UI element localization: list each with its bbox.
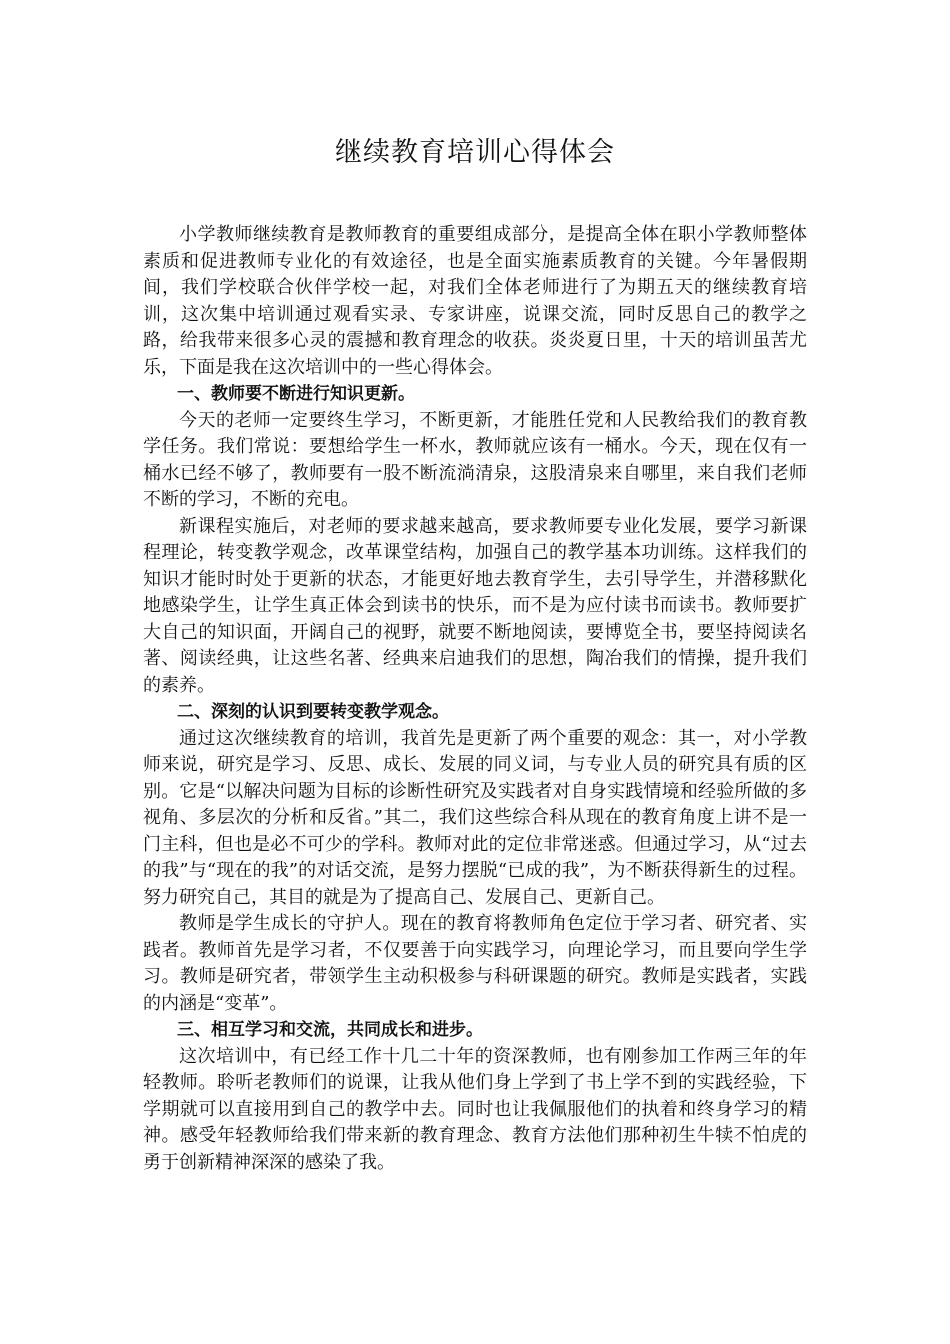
document-body [143, 222, 807, 1176]
section-heading-3: 三、相互学习和交流，共同成长和进步。 [177, 1020, 483, 1040]
section-1-paragraph-1: 今天的老师一定要终生学习，不断更新，才能胜任党和人民教给我们的教育教学任务。我们常说：要想给学生一杯水，教师就应该有一桶水。今天，现在仅有一桶水已经不够了，教师要有一股不断流淌清泉，这股清泉来自哪里，来自我们老师不断的学习，不断的充电。 [143, 409, 807, 510]
intro-paragraph: 小学教师继续教育是教师教育的重要组成部分，是提高全体在职小学教师整体素质和促进教师专业化的有效途径，也是全面实施素质教育的关键。今年暑假期间，我们学校联合伙伴学校一起，对我们全体老师进行了为期五天的继续教育培训，这次集中培训通过观看实录、专家讲座，说课交流，同时反思自己的教学之路，给我带来很多心灵的震撼和教育理念的收获。炎炎夏日里，十天的培训虽苦尤乐，下面是我在这次培训中的一些心得体会。 [143, 224, 807, 378]
section-heading-1: 一、教师要不断进行知识更新。 [177, 384, 415, 404]
section-2-paragraph-2: 教师是学生成长的守护人。现在的教育将教师角色定位于学习者、研究者、实践者。教师首先是学习者，不仅要善于向实践学习，向理论学习，而且要向学生学习。教师是研究者，带领学生主动积极参与科研课题的研究。教师是实践者，实践的内涵是“变革”。 [143, 913, 807, 1014]
document-title: 继续教育培训心得体会 [335, 137, 615, 168]
section-heading-2: 二、深刻的认识到要转变教学观念。 [177, 702, 449, 722]
section-2-paragraph-1: 通过这次继续教育的培训，我首先是更新了两个重要的观念：其一，对小学教师来说，研究是学习、反思、成长、发展的同义词，与专业人员的研究具有质的区别。它是“以解决问题为目标的诊断性研究及实践者对自身实践情境和经验所做的多视角、多层次的分析和反省。”其二，我们这些综合科从现在的教育角度上讲不是一门主科，但也是必不可少的学科。教师对此的定位非常迷惑。但通过学习，从“过去的我”与“现在的我”的对话交流，是努力摆脱“已成的我”，为不断获得新生的过程。努力研究自己，其目的就是为了提高自己、发展自己、更新自己。 [143, 727, 807, 908]
section-1-paragraph-2: 新课程实施后，对老师的要求越来越高，要求教师要专业化发展，要学习新课程理论，转变教学观念，改革课堂结构，加强自己的教学基本功训练。这样我们的知识才能时时处于更新的状态，才能更好地去教育学生，去引导学生，并潜移默化地感染学生，让学生真正体会到读书的快乐，而不是为应付读书而读书。教师要扩大自己的知识面，开阔自己的视野，就要不断地阅读，要博览全书，要坚持阅读名著、阅读经典，让这些名著、经典来启迪我们的思想，陶冶我们的情操，提升我们的素养。 [143, 515, 807, 696]
section-3-paragraph-1: 这次培训中，有已经工作十几二十年的资深教师，也有刚参加工作两三年的年轻教师。聆听老教师们的说课，让我从他们身上学到了书上学不到的实践经验，下学期就可以直接用到自己的教学中去。同时也让我佩服他们的执着和终身学习的精神。感受年轻教师给我们带来新的教育理念、教育方法他们那种初生牛犊不怕虎的勇于创新精神深深的感染了我。 [143, 1045, 807, 1173]
